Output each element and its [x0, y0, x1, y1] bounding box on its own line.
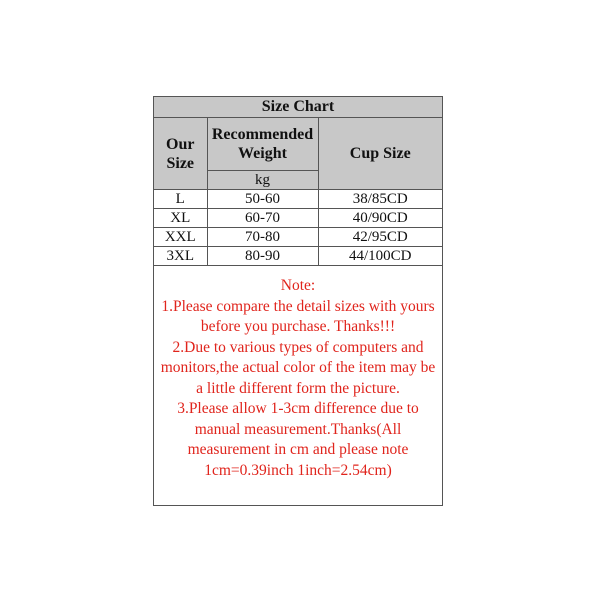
note-line: monitors,the actual color of the item may be: [160, 359, 436, 376]
table-row: [154, 228, 442, 247]
size-chart: [153, 96, 443, 506]
cup-cell: 44/100CD: [318, 247, 442, 266]
weight-unit: kg: [207, 171, 318, 190]
table-row: [154, 209, 442, 228]
note-line: manual measurement.Thanks(All: [194, 420, 402, 438]
table-row: [154, 190, 442, 209]
note-section: [154, 266, 442, 481]
note-line: measurement in cm and please note: [187, 441, 409, 458]
note-line: a little different form the picture.: [196, 379, 400, 397]
weight-cell: 80-90: [207, 247, 318, 266]
weight-header-line2: Weight: [238, 145, 287, 162]
note-line: 2.Due to various types of computers and: [172, 338, 424, 356]
cup-cell: 38/85CD: [318, 190, 442, 209]
chart-title: Size Chart: [154, 97, 442, 118]
weight-cell: 60-70: [207, 209, 318, 228]
size-cell: XL: [154, 209, 207, 228]
weight-header-line1: Recommended: [211, 126, 314, 143]
size-cell: 3XL: [154, 247, 207, 266]
our-size-header: [154, 118, 207, 190]
our-size-header-line2: Size: [166, 154, 195, 172]
note-line: 3.Please allow 1-3cm difference due to: [177, 400, 419, 417]
cup-cell: 40/90CD: [318, 209, 442, 228]
size-table: [154, 97, 442, 266]
cup-cell: 42/95CD: [318, 228, 442, 247]
note-heading: Note:: [280, 277, 316, 294]
note-line: 1cm=0.39inch 1inch=2.54cm): [204, 461, 392, 479]
recommended-weight-header: [207, 118, 318, 171]
our-size-header-line1: Our: [166, 135, 195, 153]
cup-size-header: Cup Size: [318, 118, 442, 190]
weight-cell: 50-60: [207, 190, 318, 209]
table-row: [154, 247, 442, 266]
size-cell: L: [154, 190, 207, 209]
size-cell: XXL: [154, 228, 207, 247]
weight-cell: 70-80: [207, 228, 318, 247]
note-line: before you purchase. Thanks!!!: [200, 318, 396, 335]
note-line: 1.Please compare the detail sizes with yours: [161, 297, 435, 315]
